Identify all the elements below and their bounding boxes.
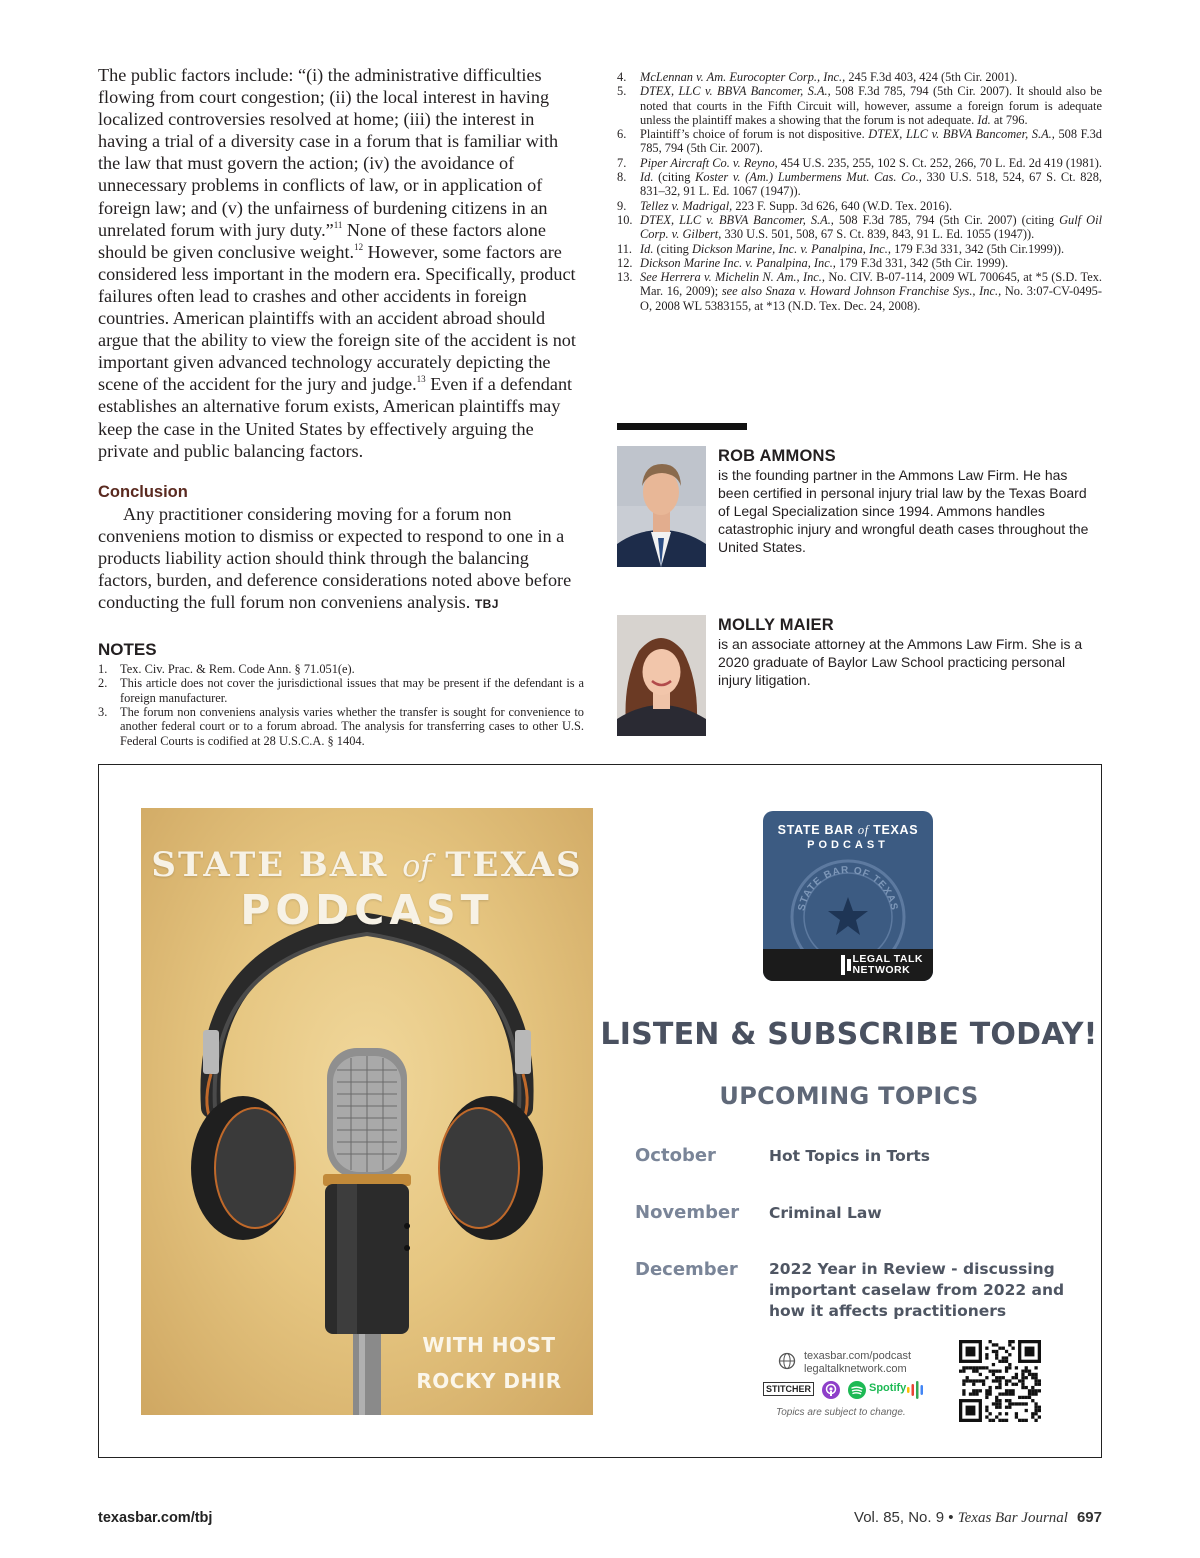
notes-heading: NOTES xyxy=(98,640,157,660)
podcast-artwork xyxy=(141,808,593,1415)
note-text: (citing xyxy=(653,170,696,185)
bio-text xyxy=(718,615,1102,689)
note-number: 8. xyxy=(617,170,627,185)
note-text: The forum non conveniens analysis varies whether the transfer is sought for convenience to another federal court or to a forum abroad. The analysis for transferring cases to other U.S. Federal Courts is codified at 28 U.S.C.A. § 1404. xyxy=(120,705,584,748)
platform-icons xyxy=(763,1379,933,1401)
case-citation: Id. xyxy=(977,112,991,127)
podcast-advertisement xyxy=(98,764,1102,1458)
case-citation: Dickson Marine, Inc. v. Panalpina, Inc., xyxy=(691,241,891,256)
bio-name: ROB AMMONS xyxy=(718,447,836,465)
case-citation: Koster v. (Am.) Lumbermens Mut. Cas. Co., xyxy=(695,170,922,185)
note-number: 3. xyxy=(98,705,108,720)
paragraph-text: The public factors include: “(i) the administrative difficulties flowing from court congestion; (ii) the local interest in having localized controversies resolved at home; (iii) the interest in having a trial of a diversity case in a forum that is familiar with the law that must govern the action; (iv) the avoidance of unnecessary problems in conflicts of law, or in application of foreign law; and (v) the unfairness of burdening citizens in an unrelated forum with jury duty.” xyxy=(98,65,559,240)
note-number: 1. xyxy=(98,662,108,677)
note-number: 2. xyxy=(98,676,108,691)
note-text: Tex. Civ. Prac. & Rem. Code Ann. § 71.051(e). xyxy=(120,662,355,677)
note-item xyxy=(617,127,1102,156)
note-item xyxy=(617,170,1102,199)
bullet-separator: • xyxy=(948,1509,954,1526)
molly-maier-photo xyxy=(617,615,706,736)
spotify-label: Spotify xyxy=(869,1382,907,1394)
conclusion-heading: Conclusion xyxy=(98,482,188,501)
url-link[interactable]: legaltalknetwork.com xyxy=(804,1362,907,1375)
tile-footer-text: LEGAL TALK NETWORK xyxy=(852,953,923,976)
note-text: at 796. xyxy=(990,112,1028,127)
note-text: 508 F.3d 785, 794 (5th Cir. 2007). It should also be noted that courts in the Fifth Circuit will, however, assume a foreign forum is adequate unless the plaintiff makes a showing that the forum is not adequate. xyxy=(640,84,1103,127)
note-text: No. CIV. B-07-114, 2009 WL 700645, at *5 (S.D. Tex. Mar. 16, 2009); xyxy=(640,270,1102,299)
note-item xyxy=(617,213,1102,242)
note-item xyxy=(98,705,584,748)
case-citation: Tellez v. Madrigal, xyxy=(640,198,733,213)
conclusion-text: Any practitioner considering moving for a forum non conveniens motion to dismiss or expected to respond to one in a products liability action should think through the balancing factors, burden, and deference considerations noted above before conducting the full forum non conveniens analysis. xyxy=(98,503,572,613)
note-item xyxy=(98,676,584,705)
notes-list-right xyxy=(617,70,1102,313)
tbj-end-mark: TBJ xyxy=(474,597,499,612)
art-title-line2: PODCAST xyxy=(240,886,494,934)
bio-name: MOLLY MAIER xyxy=(718,616,834,634)
bio-molly-maier xyxy=(617,615,1102,737)
topic-month: October xyxy=(635,1145,716,1166)
case-citation: McLennan v. Am. Eurocopter Corp., Inc., xyxy=(640,70,846,84)
topic-month: November xyxy=(635,1202,740,1223)
note-number: 10. xyxy=(617,212,633,227)
podcast-cover-tile xyxy=(763,811,933,981)
listen-subscribe-headline: LISTEN & SUBSCRIBE TODAY! xyxy=(600,1017,1098,1052)
topic-name: Hot Topics in Torts xyxy=(769,1147,930,1165)
notes-list-left xyxy=(98,662,584,748)
bio-divider xyxy=(617,423,747,430)
note-text: No. 3:07-CV-0495-O, 2008 WL 5383155, at *13 (N.D. Tex. Dec. 24, 2008). xyxy=(640,284,1102,313)
note-number: 11. xyxy=(617,241,633,256)
case-citation: Id. xyxy=(640,241,654,256)
case-citation: Gulf Oil Corp. v. Gilbert, xyxy=(640,212,1103,242)
art-title-line1: STATE BAR of TEXAS xyxy=(151,845,583,885)
host-line2: ROCKY DHIR xyxy=(416,1369,562,1393)
case-citation: DTEX, LLC v. BBVA Bancomer, S.A., xyxy=(640,84,831,99)
bio-description: is the founding partner in the Ammons Law Firm. He has been certified in personal injury trial law by the Texas Board of Legal Specialization since 1994. Ammons handles catastrophic injury and wrongful death cases throughout the United States. xyxy=(718,467,1089,555)
note-text: 508 F.3d 785, 794 (5th Cir. 2007) (citing xyxy=(833,212,1060,227)
note-number: 12. xyxy=(617,255,633,270)
conclusion-paragraph xyxy=(98,503,584,615)
case-citation: Dickson Marine Inc. v. Panalpina, Inc., xyxy=(640,255,836,270)
qr-code[interactable] xyxy=(959,1340,1041,1422)
bio-rob-ammons xyxy=(617,446,1102,568)
note-item xyxy=(617,156,1102,170)
legal-talk-logo-icon xyxy=(839,955,853,975)
journal-title: Texas Bar Journal xyxy=(957,1510,1068,1526)
tile-subtitle: PODCAST xyxy=(807,839,889,851)
note-text: Plaintiff’s choice of forum is not dispositive. xyxy=(640,127,869,142)
note-item xyxy=(98,662,584,676)
footnote-ref: 13 xyxy=(416,374,426,385)
note-item xyxy=(617,70,1102,84)
podcast-urls xyxy=(804,1350,911,1375)
footnote-ref: 11 xyxy=(333,219,343,230)
case-citation: see also Snaza v. Howard Johnson Franchise Sys., Inc., xyxy=(721,284,1002,299)
case-citation: Piper Aircraft Co. v. Reyno, xyxy=(640,155,778,170)
note-number: 6. xyxy=(617,127,627,142)
note-item xyxy=(617,256,1102,270)
globe-icon xyxy=(778,1352,796,1370)
left-column xyxy=(98,64,584,748)
note-number: 9. xyxy=(617,198,627,213)
case-citation: DTEX, LLC v. BBVA Bancomer, S.A., xyxy=(640,212,834,227)
stitcher-icon[interactable]: STITCHER xyxy=(763,1382,814,1396)
url-link[interactable]: texasbar.com/podcast xyxy=(804,1350,912,1362)
page-number: 697 xyxy=(1076,1509,1102,1526)
topic-name: Criminal Law xyxy=(769,1204,882,1222)
upcoming-topics-heading: UPCOMING TOPICS xyxy=(719,1082,979,1110)
note-item xyxy=(617,199,1102,213)
case-citation: DTEX, LLC v. BBVA Bancomer, S.A., xyxy=(868,127,1055,142)
bio-description: is an associate attorney at the Ammons Law Firm. She is a 2020 graduate of Baylor Law School practicing personal injury litigation. xyxy=(718,636,1083,688)
case-citation: See Herrera v. Michelin N. Am., Inc., xyxy=(640,270,825,285)
note-text: 223 F. Supp. 3d 626, 640 (W.D. Tex. 2016). xyxy=(732,198,953,213)
note-item xyxy=(617,84,1102,127)
note-number: 4. xyxy=(617,70,627,84)
note-number: 5. xyxy=(617,84,627,99)
rob-ammons-photo xyxy=(617,446,706,567)
note-text: 179 F.3d 331, 342 (5th Cir. 1999). xyxy=(835,255,1009,270)
note-item xyxy=(617,242,1102,256)
topic-name: 2022 Year in Review - discussing important caselaw from 2022 and how it affects practitioners xyxy=(769,1260,1065,1320)
note-text: (citing xyxy=(653,241,692,256)
tile-title: STATE BAR of TEXAS xyxy=(777,823,919,837)
host-line1: WITH HOST xyxy=(422,1333,556,1357)
topics-disclaimer: Topics are subject to change. xyxy=(776,1407,906,1418)
footer-website[interactable]: texasbar.com/tbj xyxy=(98,1510,213,1526)
apple-podcasts-icon[interactable] xyxy=(821,1380,841,1400)
note-text: 508 F.3d 785, 794 (5th Cir. 2007). xyxy=(640,127,1103,156)
footer-publication-info xyxy=(854,1509,1102,1527)
note-text: 245 F.3d 403, 424 (5th Cir. 2001). xyxy=(845,70,1018,84)
note-text: This article does not cover the jurisdictional issues that may be present if the defendant is a foreign manufacturer. xyxy=(120,676,584,705)
topic-month: December xyxy=(635,1259,738,1280)
google-podcasts-icon[interactable] xyxy=(905,1381,927,1399)
note-number: 13. xyxy=(617,270,633,285)
paragraph-text: Even if a defendant establishes an alternative forum exists, American plaintiffs may keep the case in the United States by effectively arguing the private and public balancing factors. xyxy=(98,374,573,461)
note-item xyxy=(617,270,1102,313)
footnote-ref: 12 xyxy=(354,241,364,252)
public-factors-paragraph xyxy=(98,64,584,462)
note-number: 7. xyxy=(617,155,627,170)
case-citation: Id. xyxy=(640,170,654,185)
tile-footer xyxy=(763,949,933,981)
paragraph-text: None of these factors alone should be given conclusive weight. xyxy=(98,219,546,262)
note-text: 454 U.S. 235, 255, 102 S. Ct. 252, 266, 70 L. Ed. 2d 419 (1981). xyxy=(777,155,1102,170)
svg-text:STATE BAR OF TEXAS: STATE BAR OF TEXAS xyxy=(796,864,900,912)
volume-issue: Vol. 85, No. 9 xyxy=(854,1509,945,1526)
paragraph-text: However, some factors are considered less important in the modern era. Specifically, product failures often lead to crashes and other accidents in foreign countries. American plaintiffs with an accident abroad should argue that the ability to view the foreign site of the accident is not important given advanced technology accurately depicting the scene of the accident for the jury and judge. xyxy=(98,241,576,395)
note-text: 330 U.S. 501, 508, 67 S. Ct. 839, 843, 91 L. Ed. 1055 (1947)). xyxy=(721,227,1035,242)
bio-text xyxy=(718,446,1102,556)
note-text: 179 F.3d 331, 342 (5th Cir.1999)). xyxy=(890,241,1065,256)
spotify-icon[interactable] xyxy=(847,1380,867,1400)
note-text: 330 U.S. 518, 524, 67 S. Ct. 828, 831–32, 91 L. Ed. 1067 (1947)). xyxy=(640,170,1102,199)
